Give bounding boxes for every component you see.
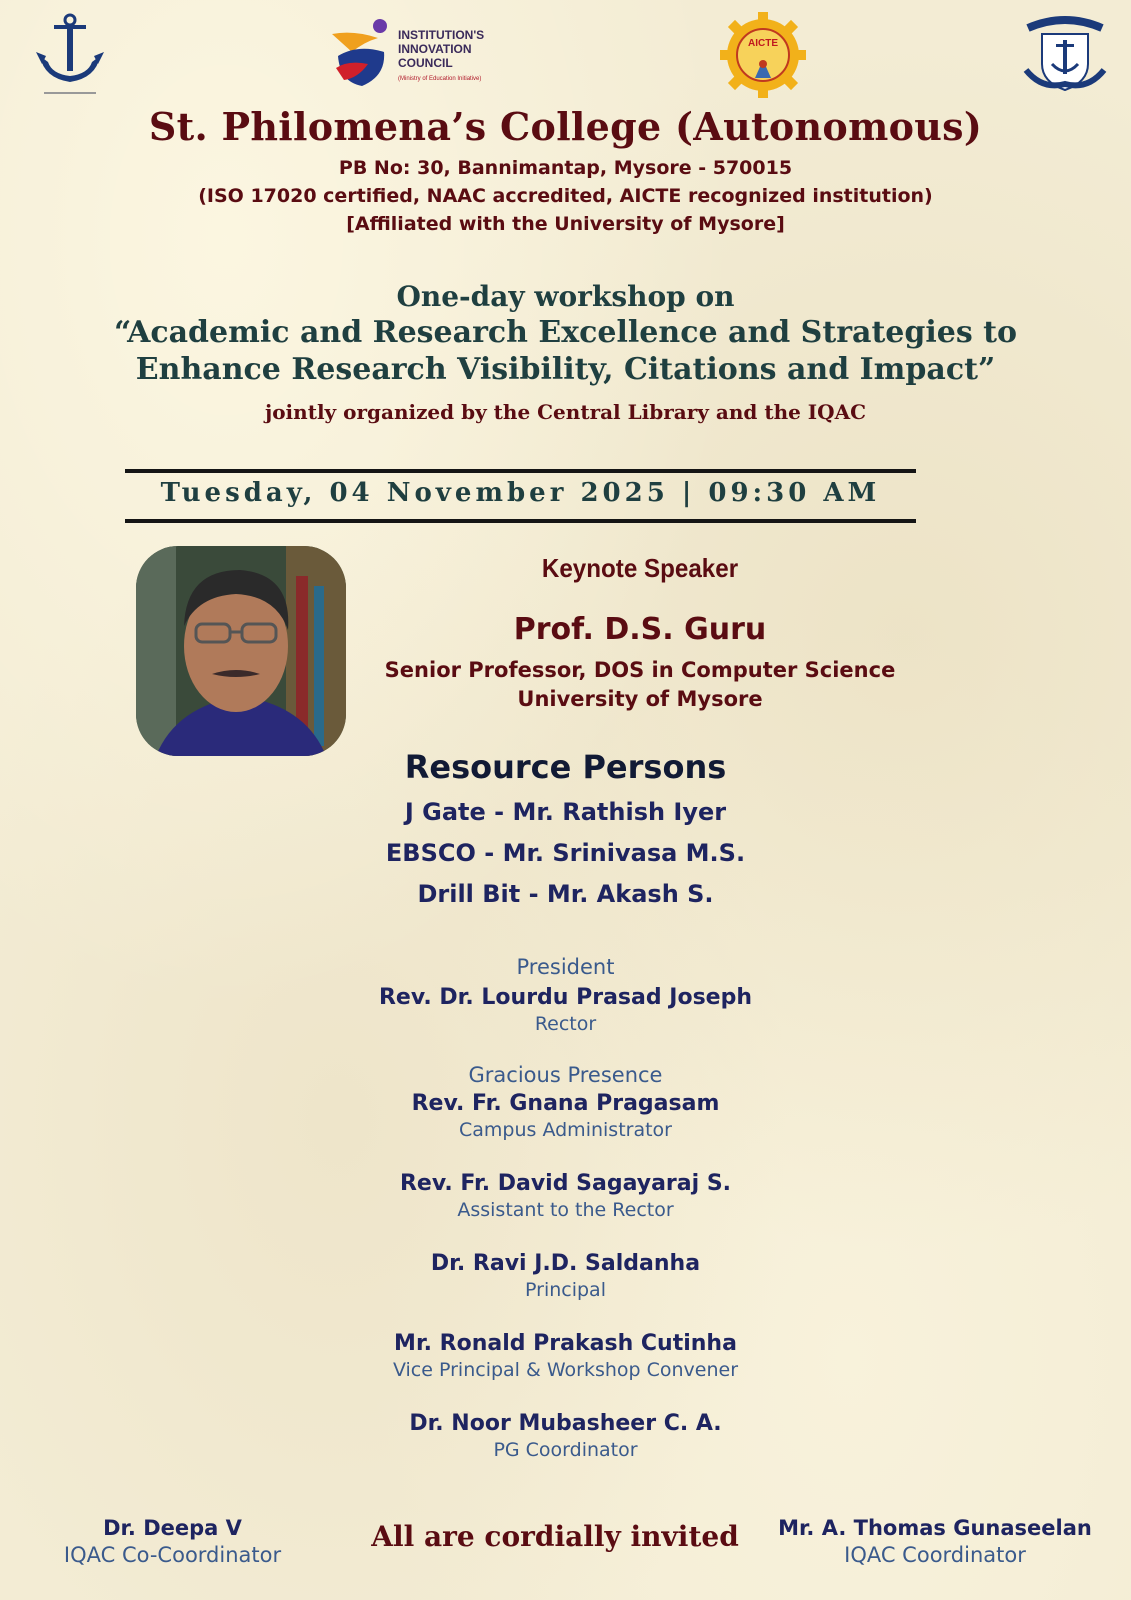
- iic-line-2: INNOVATION: [398, 42, 472, 56]
- co-coordinator-name: Dr. Deepa V: [103, 1516, 242, 1540]
- top-divider: [125, 469, 916, 473]
- iic-logo: [328, 16, 508, 90]
- address-line-3: [Affiliated with the University of Mysore]: [346, 213, 785, 235]
- resource-persons-title: Resource Persons: [404, 748, 727, 786]
- dignitary-name: Dr. Ravi J.D. Saldanha: [430, 1251, 701, 1276]
- dignitary-name: Rev. Dr. Lourdu Prasad Joseph: [378, 985, 753, 1010]
- dignitary-role: Rector: [534, 1013, 597, 1035]
- college-crest-logo: [1022, 12, 1108, 94]
- coordinator-role: IQAC Coordinator: [844, 1543, 1026, 1567]
- event-datetime: Tuesday, 04 November 2025 | 09:30 AM: [160, 478, 881, 508]
- speaker-photo: [136, 546, 346, 756]
- workshop-title-line-1: “Academic and Research Excellence and Strategies to: [113, 315, 1018, 350]
- keynote-role: [340, 656, 940, 714]
- co-coordinator-role: IQAC Co-Coordinator: [63, 1543, 282, 1567]
- workshop-title: [0, 314, 1131, 388]
- keynote-label: Keynote Speaker: [541, 553, 739, 583]
- dignitary-role: Vice Principal & Workshop Convener: [392, 1359, 739, 1381]
- dignitary-role: Principal: [525, 1279, 606, 1301]
- dignitary-role: Campus Administrator: [459, 1119, 672, 1141]
- dignitary-name: Rev. Fr. Gnana Pragasam: [411, 1091, 720, 1116]
- workshop-title-line-2: Enhance Research Visibility, Citations and Impact”: [135, 352, 996, 387]
- resource-person-item: EBSCO - Mr. Srinivasa M.S.: [385, 839, 746, 867]
- bottom-divider: [125, 519, 916, 523]
- college-title: St. Philomena’s College (Autonomous): [148, 104, 983, 149]
- invite-text: All are cordially invited: [371, 1520, 739, 1553]
- gracious-presence-label: Gracious Presence: [468, 1063, 663, 1087]
- dignitary-role: PG Coordinator: [493, 1439, 638, 1461]
- resource-person-item: Drill Bit - Mr. Akash S.: [417, 880, 714, 908]
- iic-subtext: (Ministry of Education Initiative): [398, 76, 482, 82]
- dignitary-role: Assistant to the Rector: [457, 1199, 674, 1221]
- keynote-name: Prof. D.S. Guru: [513, 612, 767, 647]
- dignitary-name: Dr. Noor Mubasheer C. A.: [409, 1411, 722, 1436]
- iic-line-3: COUNCIL: [398, 56, 453, 70]
- dignitary-name: Rev. Fr. David Sagayaraj S.: [399, 1171, 732, 1196]
- coordinator-name: Mr. A. Thomas Gunaseelan: [778, 1516, 1092, 1540]
- dignitary-name: Mr. Ronald Prakash Cutinha: [394, 1331, 737, 1356]
- president-label: President: [516, 955, 615, 979]
- address-line-1: PB No: 30, Bannimantap, Mysore - 570015: [338, 157, 793, 179]
- address-line-2: (ISO 17020 certified, NAAC accredited, AICTE recognized institution): [198, 185, 933, 207]
- workshop-intro: One-day workshop on: [396, 280, 735, 313]
- aicte-logo-text: AICTE: [748, 38, 778, 49]
- organizers-line: jointly organized by the Central Library and the IQAC: [264, 400, 867, 424]
- keynote-role-line-2: University of Mysore: [517, 687, 763, 711]
- aicte-logo: [720, 12, 806, 98]
- iic-line-1: INSTITUTION'S: [398, 28, 485, 42]
- iqac-anchor-logo: [34, 12, 106, 100]
- resource-person-item: J Gate - Mr. Rathish Iyer: [404, 798, 727, 826]
- keynote-role-line-1: Senior Professor, DOS in Computer Science: [384, 658, 896, 682]
- college-address: [0, 154, 1131, 238]
